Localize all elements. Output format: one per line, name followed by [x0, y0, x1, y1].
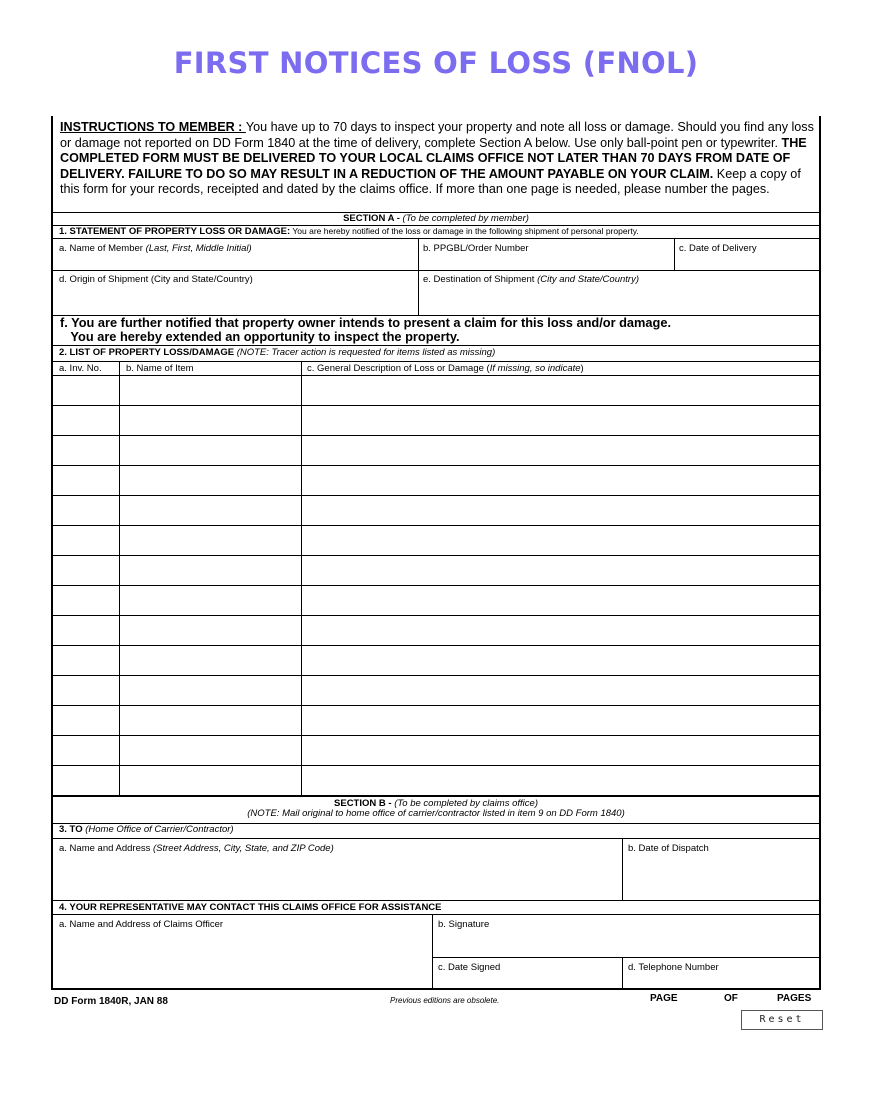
dispatch-date-field[interactable]: b. Date of Dispatch — [628, 843, 709, 854]
reset-button[interactable]: Reset — [741, 1010, 823, 1030]
of-label: OF — [724, 993, 738, 1004]
signature-field[interactable]: b. Signature — [438, 919, 490, 930]
carrier-address-field[interactable]: a. Name and Address (Street Address, City, State, and ZIP Code) — [59, 843, 334, 854]
section-a-heading: SECTION A - (To be completed by member) — [343, 213, 529, 224]
table-row — [53, 465, 819, 466]
obsolete-note: Previous editions are obsolete. — [390, 996, 500, 1005]
divider — [53, 270, 819, 271]
representative-heading: 4. YOUR REPRESENTATIVE MAY CONTACT THIS CLAIMS OFFICE FOR ASSISTANCE — [59, 902, 442, 913]
table-row — [53, 735, 819, 736]
ppgbl-order-field[interactable]: b. PPGBL/Order Number — [423, 243, 529, 254]
fnol-form — [51, 116, 821, 990]
instructions-text-1: You have up to 70 days to inspect your property and note all loss or damage. Should you find any loss or damage not reported on DD Form 1840 at the time of delivery, complete Section A below. Use only ball-point pen or typewriter. — [60, 120, 814, 150]
table-row — [53, 705, 819, 706]
to-heading: 3. TO (Home Office of Carrier/Contractor) — [59, 824, 234, 835]
destination-field[interactable]: e. Destination of Shipment (City and State/Country) — [423, 274, 639, 285]
member-name-field[interactable]: a. Name of Member (Last, First, Middle Initial) — [59, 243, 252, 254]
table-row — [53, 675, 819, 676]
table-row — [53, 405, 819, 406]
list-heading: 2. LIST OF PROPERTY LOSS/DAMAGE (NOTE: Tracer action is requested for items listed as missing) — [59, 347, 496, 358]
claims-officer-field[interactable]: a. Name and Address of Claims Officer — [59, 919, 224, 930]
instructions-text-2: Keep a copy of this form for your records, receipted and dated by the claims office. If more than one page is needed, please number the pages. — [60, 166, 801, 197]
page-label: PAGE — [650, 993, 678, 1004]
date-signed-field[interactable]: c. Date Signed — [438, 962, 501, 973]
divider — [53, 361, 819, 362]
claim-notice: f. You are further notified that property owner intends to present a claim for this loss and/or damage. You are hereby extended an opportunity to inspect the property. — [60, 315, 672, 344]
divider — [53, 238, 819, 239]
instructions-warning: THE COMPLETED FORM MUST BE DELIVERED TO YOUR LOCAL CLAIMS OFFICE NOT LATER THAN 70 DAYS FROM DATE OF DELIVERY. FAILURE TO DO SO MAY RESULT IN A REDUCTION OF THE AMOUNT PAYABLE ON YOUR CLAIM. — [60, 135, 807, 181]
section-b-heading: SECTION B - (To be completed by claims office) (NOTE: Mail original to home office of carrier/contractor listed in item 9 on DD Form 1840) — [247, 798, 625, 819]
table-row — [53, 555, 819, 556]
table-row — [53, 495, 819, 496]
telephone-field[interactable]: d. Telephone Number — [628, 962, 719, 973]
table-row — [53, 765, 819, 766]
table-row — [53, 585, 819, 586]
statement-heading: 1. STATEMENT OF PROPERTY LOSS OR DAMAGE: You are hereby notified of the loss or damage in the following shipment of personal property. — [59, 226, 639, 237]
form-id: DD Form 1840R, JAN 88 — [54, 996, 168, 1007]
col-description: c. General Description of Loss or Damage (If missing, so indicate) — [307, 363, 584, 374]
table-row — [53, 525, 819, 526]
origin-field[interactable]: d. Origin of Shipment (City and State/Country) — [59, 274, 253, 285]
col-inv-no: a. Inv. No. — [59, 363, 102, 374]
table-row — [53, 615, 819, 616]
instructions — [60, 120, 816, 198]
table-bottom — [53, 796, 819, 797]
table-row — [53, 435, 819, 436]
divider — [53, 345, 819, 346]
delivery-date-field[interactable]: c. Date of Delivery — [679, 243, 757, 254]
page-title: FIRST NOTICES OF LOSS (FNOL) — [173, 46, 699, 80]
col-item-name: b. Name of Item — [126, 363, 194, 374]
table-row — [53, 645, 819, 646]
divider — [53, 375, 819, 376]
instructions-heading: INSTRUCTIONS TO MEMBER : — [60, 120, 246, 134]
pages-label: PAGES — [777, 993, 812, 1004]
